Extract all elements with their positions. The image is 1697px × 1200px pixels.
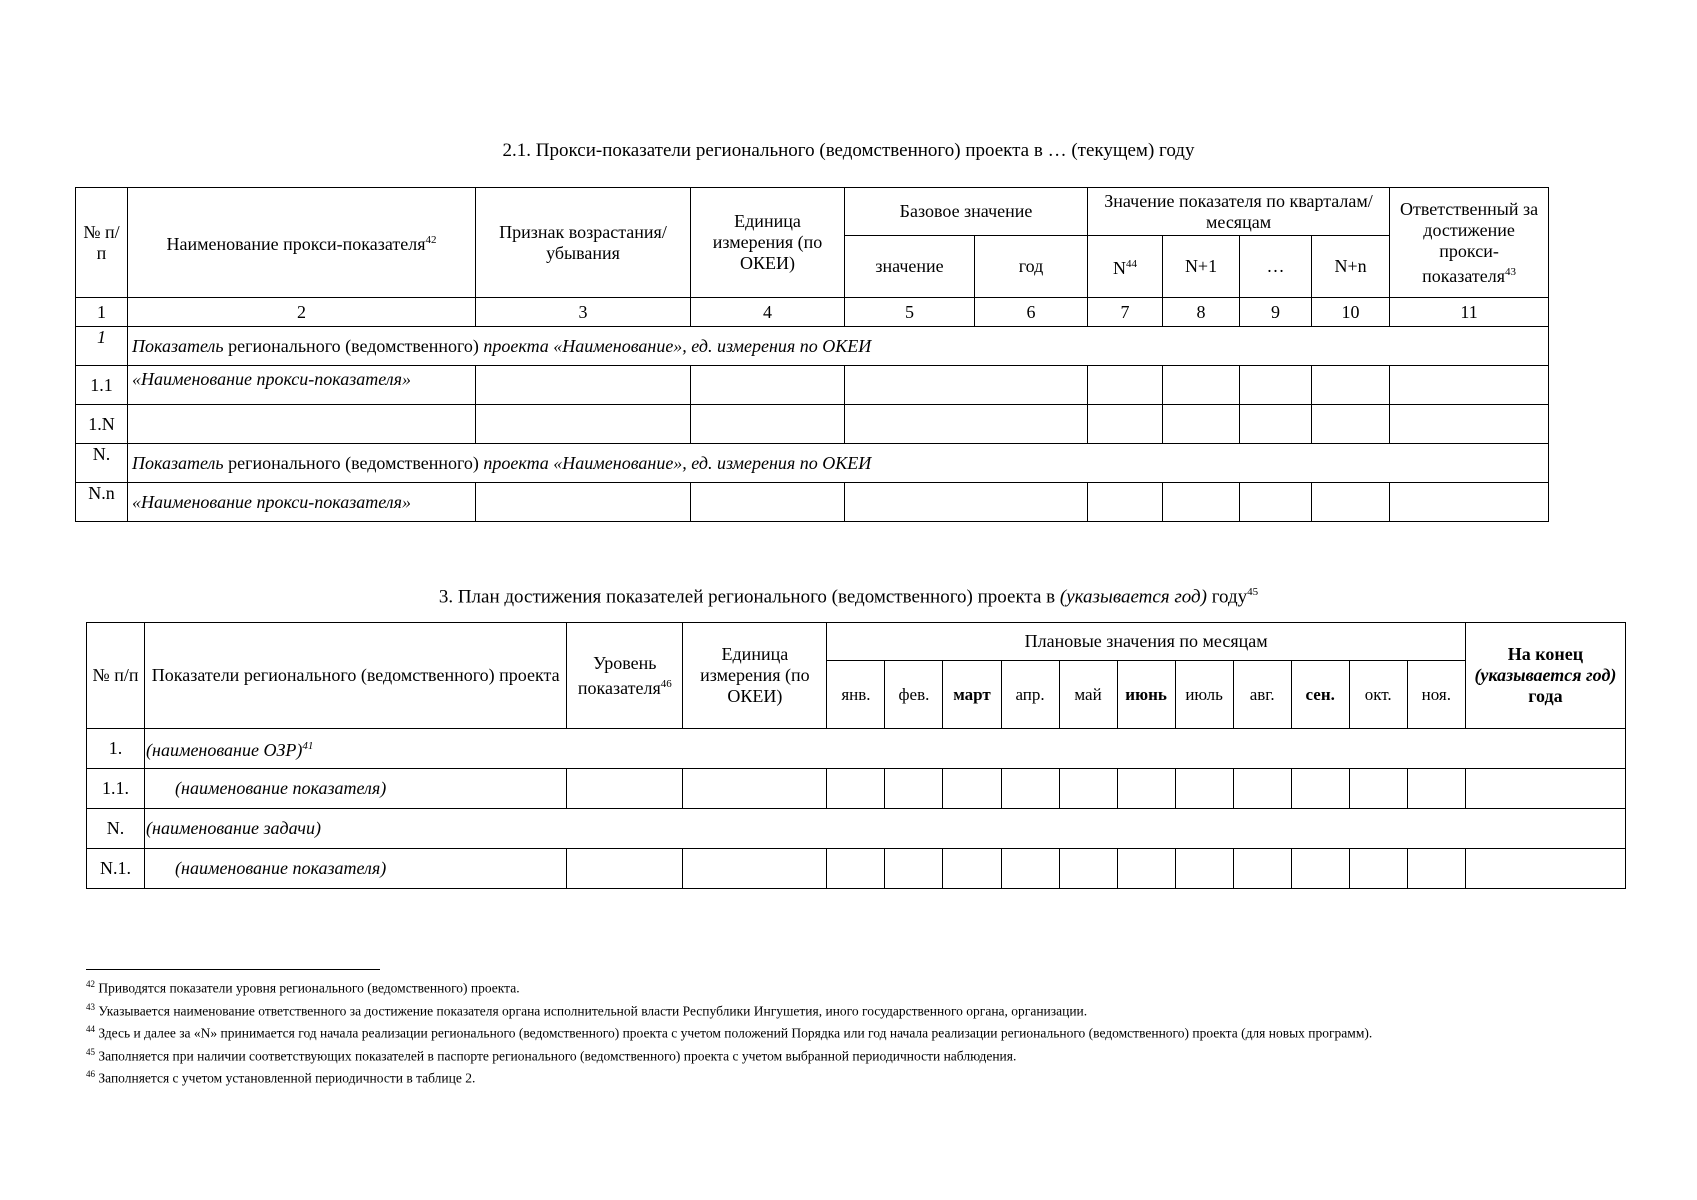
table-cell[interactable] [691,405,845,444]
table-row [76,366,1549,405]
table-row [76,327,1549,366]
table-cell[interactable] [691,366,845,405]
column-number: 1 [76,298,128,327]
col-header-n-plus-n: N+n [1312,236,1390,298]
column-number: 11 [1390,298,1549,327]
col-header-plan: Плановые значения по месяцам [827,623,1465,661]
col-header-base-value: значение [845,236,975,298]
footnote-separator [86,969,380,970]
col-header-base: Базовое значение [845,188,1088,236]
table-cell[interactable] [1163,483,1240,522]
indicator-name-cell: (наименование показателя) [145,769,567,809]
col-header-name: Наименование прокси-показателя$^{42}$ [128,188,476,298]
section-3-title: 3. План достижения показателей регионального (ведомственного) проекта в (указывается год) году$^{45}$ [438,586,1259,608]
column-number: 4 [691,298,845,327]
table-cell[interactable] [691,483,845,522]
table-cell[interactable] [1240,405,1312,444]
table-cell[interactable] [1291,849,1349,889]
column-number: 7 [1088,298,1163,327]
column-number-row [76,298,1549,327]
table-cell[interactable] [827,769,885,809]
footnote: $^{42}$ Приводятся показатели уровня регионального (ведомственного) проекта. [86,979,520,996]
table-row [76,483,1549,522]
table-cell[interactable] [1163,405,1240,444]
proxy-name-cell: «Наименование прокси-показателя» [128,366,476,405]
month-aug: авг. [1233,661,1291,729]
table-cell[interactable] [1349,849,1407,889]
table-cell[interactable] [1001,849,1059,889]
table-row [87,849,1626,889]
table-cell[interactable] [567,849,683,889]
table-cell[interactable] [1390,483,1549,522]
col-header-end-of-year: На конец (указывается год) года [1465,623,1625,729]
row-number: 1 [76,327,128,366]
table-cell[interactable] [1117,769,1175,809]
table-cell[interactable] [1407,849,1465,889]
task-heading: (наименование задачи) [145,809,1626,849]
table-cell[interactable] [1407,769,1465,809]
row-number: N. [76,444,128,483]
table-cell[interactable] [1465,849,1625,889]
month-jun: июнь [1117,661,1175,729]
col-header-n: $N^{44}$ [1088,236,1163,298]
month-may: май [1059,661,1117,729]
table-cell[interactable] [885,849,943,889]
month-feb: фев. [885,661,943,729]
table-cell[interactable] [1233,849,1291,889]
table-row [87,769,1626,809]
table-cell[interactable] [567,769,683,809]
table-cell[interactable] [1291,769,1349,809]
table-cell[interactable] [1059,769,1117,809]
column-number: 6 [975,298,1088,327]
table-row [87,809,1626,849]
table-cell[interactable] [1390,405,1549,444]
table-cell[interactable] [1312,366,1390,405]
table-cell[interactable] [1240,483,1312,522]
col-header-periods: Значение показателя по кварталам/месяцам [1088,188,1390,236]
row-number: N.n [76,483,128,522]
month-apr: апр. [1001,661,1059,729]
table-cell[interactable] [683,849,827,889]
col-header-responsible: Ответственный за достижение прокси-показателя$^{43}$ [1390,188,1549,298]
table-cell[interactable] [1117,849,1175,889]
month-oct: окт. [1349,661,1407,729]
col-header-base-year: год [975,236,1088,298]
table-cell[interactable] [845,366,1088,405]
table-cell[interactable] [128,405,476,444]
footnote: $^{46}$ Заполняется с учетом установленной периодичности в таблице 2. [86,1069,476,1086]
table-row [76,444,1549,483]
month-nov: ноя. [1407,661,1465,729]
col-header-sign: Признак возрастания/убывания [476,188,691,298]
row-number: 1. [87,729,145,769]
column-number: 8 [1163,298,1240,327]
col-header-num: № п/п [87,623,145,729]
table-cell[interactable] [1163,366,1240,405]
col-header-n-plus-1: N+1 [1163,236,1240,298]
table-row [87,729,1626,769]
table-cell[interactable] [1240,366,1312,405]
indicator-heading: Показатель регионального (ведомственного) проекта «Наименование», ед. измерения по ОКЕИ [128,444,1549,483]
month-sep: сен. [1291,661,1349,729]
month-jul: июль [1175,661,1233,729]
row-number: 1.1. [87,769,145,809]
footnotes [86,975,1621,1088]
footnote: $^{45}$ Заполняется при наличии соответствующих показателей в паспорте регионального (ведомственного) проекта с учетом выбранной периодичности наблюдения. [86,1046,1017,1063]
col-header-unit: Единица измерения (по ОКЕИ) [683,623,827,729]
col-header-unit: Единица измерения (по ОКЕИ) [691,188,845,298]
row-number: N. [87,809,145,849]
table-cell[interactable] [683,769,827,809]
table-cell[interactable] [1059,849,1117,889]
table-cell[interactable] [1233,769,1291,809]
column-number: 3 [476,298,691,327]
table-cell[interactable] [1088,483,1163,522]
row-number: 1.1 [76,366,128,405]
month-jan: янв. [827,661,885,729]
footnote: $^{43}$ Указывается наименование ответственного за достижение показателя органа исполнительной власти Республики Ингушетия, иного государственного органа, организации. [86,1001,1088,1018]
table-row [76,405,1549,444]
table-cell[interactable] [476,483,691,522]
table-cell[interactable] [1312,483,1390,522]
table-cell[interactable] [885,769,943,809]
month-mar: март [943,661,1001,729]
table-cell[interactable] [1390,366,1549,405]
row-number: 1.N [76,405,128,444]
col-header-ellipsis: … [1240,236,1312,298]
col-header-level: Уровень показателя$^{46}$ [567,623,683,729]
indicator-name-cell: (наименование показателя) [145,849,567,889]
column-number: 2 [128,298,476,327]
table-cell[interactable] [1001,769,1059,809]
table-cell[interactable] [1175,849,1233,889]
table-cell[interactable] [476,405,691,444]
table-cell[interactable] [845,405,1088,444]
table-cell[interactable] [1088,405,1163,444]
row-number: N.1. [87,849,145,889]
proxy-indicators-table [75,187,1549,522]
table-cell[interactable] [943,769,1001,809]
table-cell[interactable] [1088,366,1163,405]
proxy-name-cell: «Наименование прокси-показателя» [128,483,476,522]
table-cell[interactable] [476,366,691,405]
footnote: $^{44}$ Здесь и далее за «N» принимается год начала реализации регионального (ведомственного) проекта с учетом положений Порядка или год начала реализации регионального (ведомственного) проекта (для новых программ). [86,1024,1373,1041]
plan-table [86,622,1626,889]
ozr-heading: (наименование ОЗР)$^{41}$ [145,729,1626,769]
col-header-indicators: Показатели регионального (ведомственного) проекта [145,623,567,729]
column-number: 5 [845,298,975,327]
section-2-1-title: 2.1. Прокси-показатели регионального (ведомственного) проекта в … (текущем) году [502,140,1195,161]
table-cell[interactable] [1349,769,1407,809]
indicator-heading: Показатель регионального (ведомственного) проекта «Наименование», ед. измерения по ОКЕИ [128,327,1549,366]
table-cell[interactable] [1465,769,1625,809]
table-cell[interactable] [1312,405,1390,444]
column-number: 10 [1312,298,1390,327]
table-cell[interactable] [827,849,885,889]
col-header-num: № п/п [76,188,128,298]
table-cell[interactable] [845,483,1088,522]
table-cell[interactable] [943,849,1001,889]
table-cell[interactable] [1175,769,1233,809]
column-number: 9 [1240,298,1312,327]
